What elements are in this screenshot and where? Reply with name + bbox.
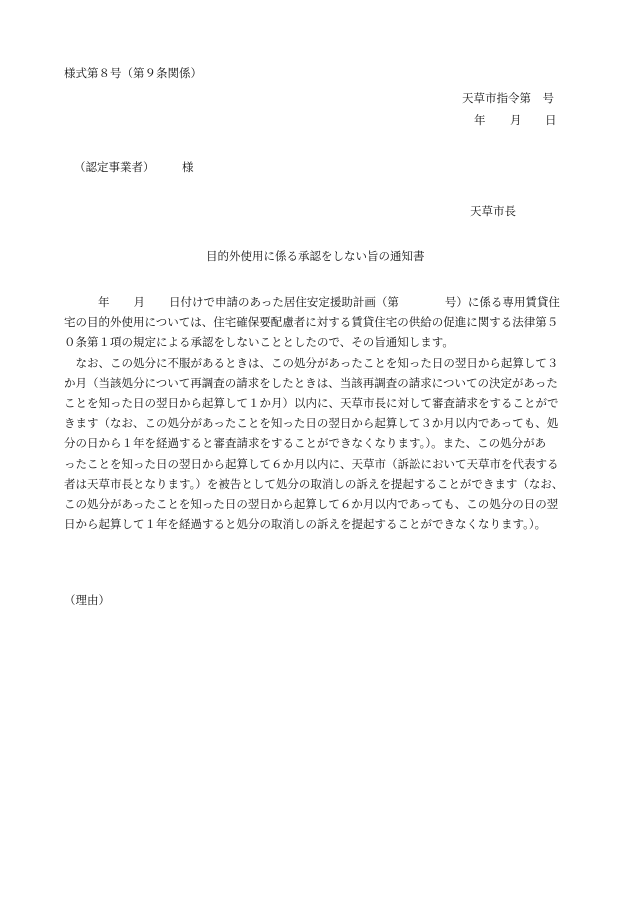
paragraph-2-line-8: この処分があったことを知った日の翌日から起算して６か月以内であっても、この処分の日の翌 — [64, 496, 559, 511]
paragraph-2-line-5: 分の日から１年を経過すると審査請求をすることができなくなります。）。また、この処分があ — [64, 436, 547, 451]
paragraph-1-line-1 — [64, 292, 572, 312]
recipient-honorific: 様 — [182, 160, 194, 174]
paragraph-2-line-3: ことを知った日の翌日から起算して１か月）以内に、天草市長に対して審査請求をすることがで — [64, 395, 559, 410]
issue-date-day: 日 — [545, 113, 557, 127]
issue-number: 天草市指令第 号 — [462, 91, 554, 105]
paragraph-1-line-2: 宅の目的外使用については、住宅確保要配慮者に対する賃貸住宅の供給の促進に関する法律第５ — [64, 315, 559, 330]
paragraph-2-line-4: きます（なお、この処分があったことを知った日の翌日から起算して３か月以内であっても、処 — [64, 416, 559, 431]
recipient-label: （認定事業者） — [74, 160, 155, 174]
paragraph-1-month: 月 — [133, 295, 145, 309]
paragraph-2-line-9: 日から起算して１年を経過すると処分の取消しの訴えを提起することができなくなります。）。 — [64, 517, 547, 532]
paragraph-2-line-2: か月（当該処分について再調査の請求をしたときは、当該再調査の請求についての決定があった — [64, 375, 558, 390]
issue-date-year: 年 — [474, 113, 486, 127]
issue-date-month: 月 — [510, 113, 522, 127]
form-label: 様式第８号（第９条関係） — [64, 66, 202, 80]
paragraph-1-date-text: 日付けで申請のあった居住安定援助計画（第 — [169, 295, 399, 309]
paragraph-1-line-3: ０条第１項の規定による承認をしないこととしたので、その旨通知します。 — [64, 335, 454, 350]
paragraph-1-year: 年 — [98, 295, 110, 309]
notice-body — [64, 292, 572, 534]
reason-label: （理由） — [64, 593, 110, 607]
paragraph-2-line-6: ったことを知った日の翌日から起算して６か月以内に、天草市（訴訟において天草市を代表する — [64, 456, 559, 471]
paragraph-1-number-text: 号）に係る専用賃貸住 — [444, 295, 560, 309]
paragraph-2-line-1: なお、この処分に不服があるときは、この処分があったことを知った日の翌日から起算して３ — [64, 355, 559, 370]
issuer-name: 天草市長 — [470, 204, 516, 218]
document-title: 目的外使用に係る承認をしない旨の通知書 — [206, 249, 425, 263]
paragraph-2-line-7: 者は天草市長となります。）を被告として処分の取消しの訴えを提起することができます（なお、 — [64, 476, 564, 491]
